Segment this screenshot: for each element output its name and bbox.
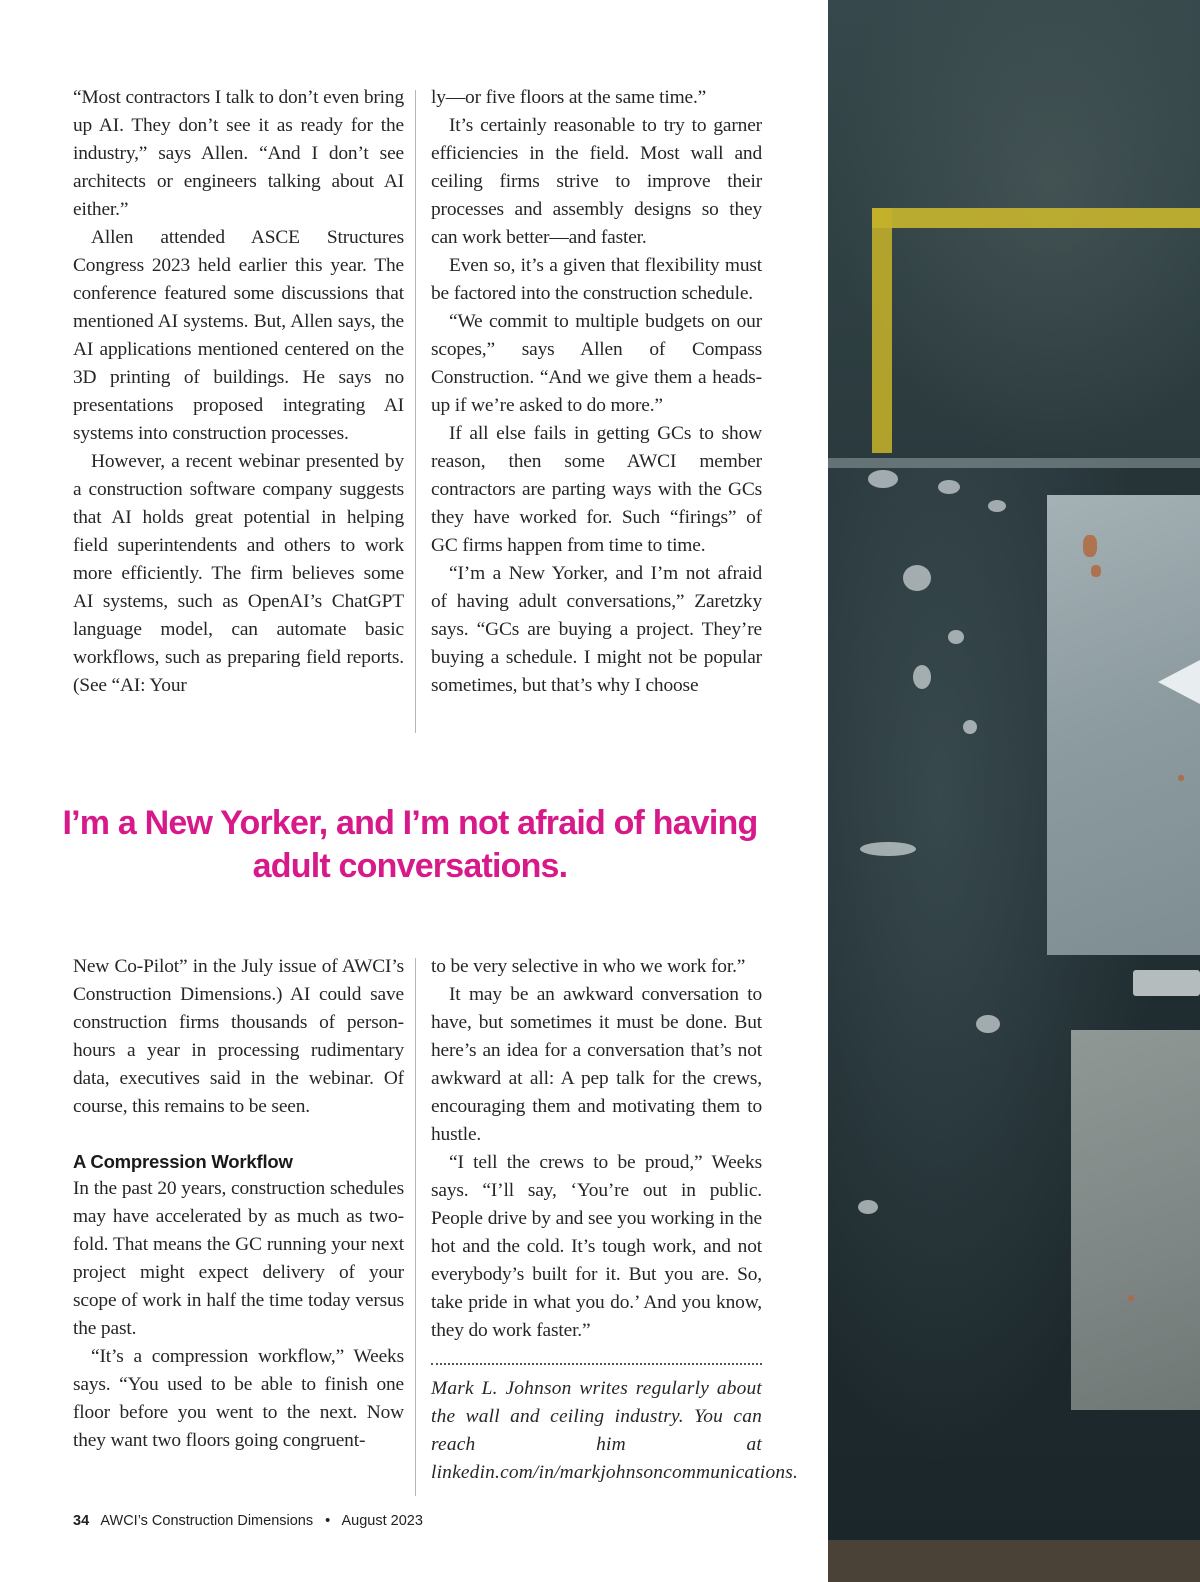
photo-hinge xyxy=(1133,970,1200,996)
photo-paint-speck xyxy=(963,720,977,734)
footer-separator: • xyxy=(325,1513,331,1529)
pull-quote: I’m a New Yorker, and I’m not afraid of having adult conversations. xyxy=(62,804,758,885)
paragraph: “I tell the crews to be proud,” Weeks says. “I’ll say, ‘You’re out in public. People drive by and see you working in the hot and the cold. It’s tough work, and not everybody’s built for it. But you are. So, take pride in what you do.’ And you know, they do work faster.” xyxy=(431,1152,762,1341)
photo-rust-spot xyxy=(1083,535,1097,557)
paragraph: “It’s a compression workflow,” Weeks says. “You used to be able to finish one floor before you went to the next. Now they want two floors going congruent- xyxy=(73,1346,404,1451)
photo-panel xyxy=(828,0,1200,1582)
paragraph: “We commit to multiple budgets on our scopes,” says Allen of Compass Construction. “And we give them a heads-up if we’re asked to do more.” xyxy=(431,311,762,416)
column-right-bottom xyxy=(431,953,799,1487)
photo-paint-speck xyxy=(868,470,898,488)
column-left-bottom xyxy=(73,953,404,1455)
photo-metal-plate xyxy=(1047,495,1200,955)
photo-yellow-line xyxy=(872,208,892,453)
issue-date: August 2023 xyxy=(341,1513,423,1529)
photo-arrow-mark xyxy=(1158,660,1200,704)
photo-paint-speck xyxy=(913,665,931,689)
photo-paint-speck xyxy=(860,842,916,856)
paragraph: ly—or five floors at the same time.” xyxy=(431,87,707,108)
paragraph: “I’m a New Yorker, and I’m not afraid of having adult conversations,” Zaretzky says. “GCs are buying a project. They’re buying a schedule. I might not be popular sometimes, but that’s why I choose xyxy=(431,563,762,696)
column-divider xyxy=(415,90,416,733)
paragraph: to be very selective in who we work for.” xyxy=(431,956,746,977)
photo-rust-spot xyxy=(1091,565,1101,577)
paragraph: Even so, it’s a given that flexibility must be factored into the construction schedule. xyxy=(431,255,762,304)
paragraph: If all else fails in getting GCs to show reason, then some AWCI member contractors are parting ways with the GCs they have worked for. Such “firings” of GC firms happen from time to time. xyxy=(431,423,762,556)
photo-paint-speck xyxy=(903,565,931,591)
column-divider xyxy=(415,958,416,1496)
column-left-top xyxy=(73,84,404,700)
bio-divider xyxy=(431,1363,762,1365)
page-number: 34 xyxy=(73,1513,90,1529)
section-subhead: A Compression Workflow xyxy=(73,1151,293,1172)
column-right-top xyxy=(431,84,762,700)
paragraph: “Most contractors I talk to don’t even bring up AI. They don’t see it as ready for the industry,” says Allen. “And I don’t see architects or engineers talking about AI either.” xyxy=(73,87,404,220)
page-footer xyxy=(73,1513,423,1529)
photo-paint-speck xyxy=(938,480,960,494)
author-bio: Mark L. Johnson writes regularly about the wall and ceiling industry. You can reach him at linkedin.com/in/markjohnsoncommunications. xyxy=(431,1378,799,1483)
paragraph: In the past 20 years, construction schedules may have accelerated by as much as two-fold. That means the GC running your next project might expect delivery of your scope of work in half the time today versus the past. xyxy=(73,1178,404,1339)
photo-metal-plate xyxy=(1071,1030,1200,1410)
photo-bottom-edge xyxy=(828,1540,1200,1582)
photo-paint-speck xyxy=(858,1200,878,1214)
photo-rust-spot xyxy=(1178,775,1184,781)
paragraph: Allen attended ASCE Structures Congress 2023 held earlier this year. The conference featured some discussions that mentioned AI systems. But, Allen says, the AI applications mentioned centered on the 3D printing of buildings. He says no presentations proposed integrating AI systems into construction processes. xyxy=(73,227,404,444)
paragraph: New Co-Pilot” in the July issue of AWCI’s Construction Dimensions.) AI could save construction firms thousands of person-hours a year in processing rudimentary data, executives said in the webinar. Of course, this remains to be seen. xyxy=(73,956,404,1117)
paragraph: It’s certainly reasonable to try to garner efficiencies in the field. Most wall and ceiling firms strive to improve their processes and assembly designs so they can work better—and faster. xyxy=(431,115,762,248)
photo-rust-spot xyxy=(1128,1295,1134,1301)
paragraph: However, a recent webinar presented by a construction software company suggests that AI holds great potential in helping field superintendents and others to work more efficiently. The firm believes some AI systems, such as OpenAI’s ChatGPT language model, can automate basic workflows, such as preparing field reports. (See “AI: Your xyxy=(73,451,404,696)
photo-yellow-line xyxy=(872,208,1200,228)
photo-paint-speck xyxy=(988,500,1006,512)
photo-board-edge xyxy=(828,458,1200,468)
publication-name: AWCI’s Construction Dimensions xyxy=(100,1513,314,1529)
photo-paint-speck xyxy=(948,630,964,644)
paragraph: It may be an awkward conversation to have, but sometimes it must be done. But here’s an idea for a conversation that’s not awkward at all: A pep talk for the crews, encouraging them and motivating them to hustle. xyxy=(431,984,762,1145)
photo-paint-speck xyxy=(976,1015,1000,1033)
